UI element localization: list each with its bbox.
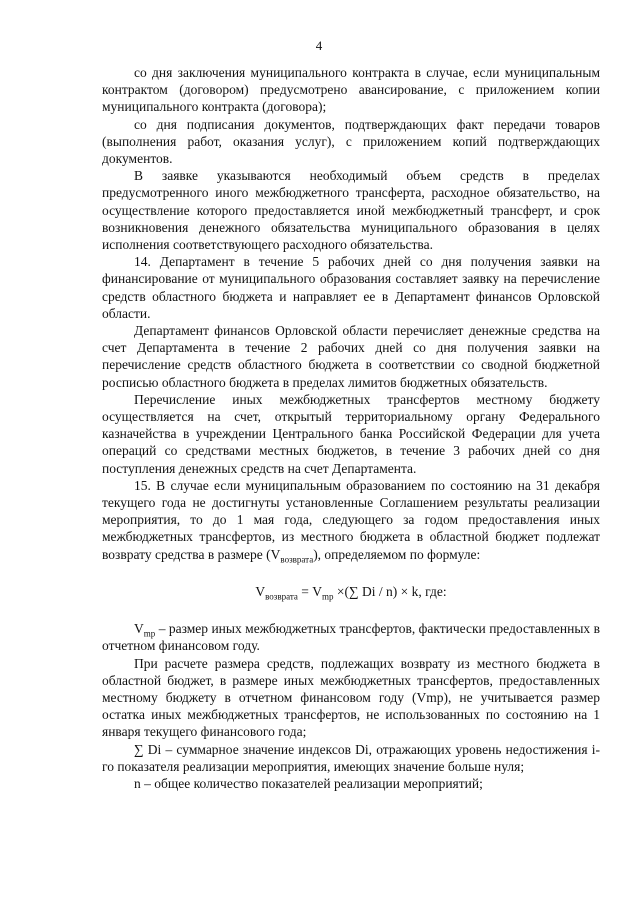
formula-vmp-sub: mp xyxy=(322,591,334,602)
paragraph: ∑ Di – суммарное значение индексов Di, отражающих уровень недостижения i-го показателя реализации мероприятия, имеющих значение больше нуля; xyxy=(102,741,600,774)
paragraph-15 xyxy=(102,477,600,563)
paragraph: 14. Департамент в течение 5 рабочих дней со дня получения заявки на финансирование от муниципального образования составляет заявку на перечисление средств областного бюджета и направляет ее в Департамент финансов Орловской области. xyxy=(102,254,600,321)
page-number: 4 xyxy=(315,38,323,53)
paragraph: Перечисление иных межбюджетных трансфертов местному бюджету осуществляется на счет, открытый территориальному органу Федерального казначейства в учреждении Центрального банка Российской Федерации для учета операций со средствами местных бюджетов, в течение 3 рабочих дней со дня поступления денежных средств на счет Департамента. xyxy=(102,391,600,476)
paragraph: со дня подписания документов, подтверждающих факт передачи товаров (выполнения работ, оказания услуг), с приложением копий подтверждающих документов. xyxy=(102,116,600,167)
paragraph: При расчете размера средств, подлежащих возврату из местного бюджета в областной бюджет, в размере иных межбюджетных трансфертов, предоставленных местному бюджету в отчетном финансовом году (Vmp), не учитывается размер остатка иных межбюджетных трансфертов, не использованных по состоянию на 1 января текущего финансового года; xyxy=(102,655,600,740)
formula-v-sub: возврата xyxy=(265,591,298,602)
formula-eq: = V xyxy=(297,583,323,599)
vmp-text: – размер иных межбюджетных трансфертов, фактически предоставленных в отчетном финансовом году. xyxy=(102,621,600,654)
paragraph-15-text: 15. В случае если муниципальным образованием по состоянию на 31 декабря текущего года не достигнуты установленные Соглашением результаты реализации мероприятия, то до 1 мая года, следующего за годом предоставления иных межбюджетных трансфертов, из местного бюджета в областной бюджет подлежат возврату средства в размере (V xyxy=(102,477,600,562)
formula-v: V xyxy=(255,583,266,599)
paragraph: со дня заключения муниципального контракта в случае, если муниципальным контрактом (договором) предусмотрено авансирование, с приложением копии муниципального контракта (договора); xyxy=(102,65,600,115)
document-body xyxy=(102,64,600,792)
vmp-definition xyxy=(102,620,600,654)
formula xyxy=(102,583,600,600)
paragraph: Департамент финансов Орловской области перечисляет денежные средства на счет Департамента в течение 2 рабочих дней со дня получения заявки на перечисление средств областного бюджета в соответствии со сводной бюджетной росписью областного бюджета в пределах лимитов бюджетных обязательств. xyxy=(102,323,600,390)
vmp-v: V xyxy=(134,621,144,637)
paragraph-15-tail: ), определяемом по формуле: xyxy=(313,546,481,562)
vmp-sub: mp xyxy=(143,628,156,639)
paragraph: n – общее количество показателей реализации мероприятий; xyxy=(134,775,483,791)
paragraph-15-sub: возврата xyxy=(280,554,314,565)
formula-rest: ×(∑ Di / n) × k, где: xyxy=(333,583,447,599)
paragraph: В заявке указываются необходимый объем средств в пределах предусмотренного иного межбюджетного трансферта, расходное обязательство, на осуществление которого предоставляется иной межбюджетный трансферт, и срок возникновения денежного обязательства муниципального образования в целях исполнения соответствующего расходного обязательства. xyxy=(102,168,600,253)
